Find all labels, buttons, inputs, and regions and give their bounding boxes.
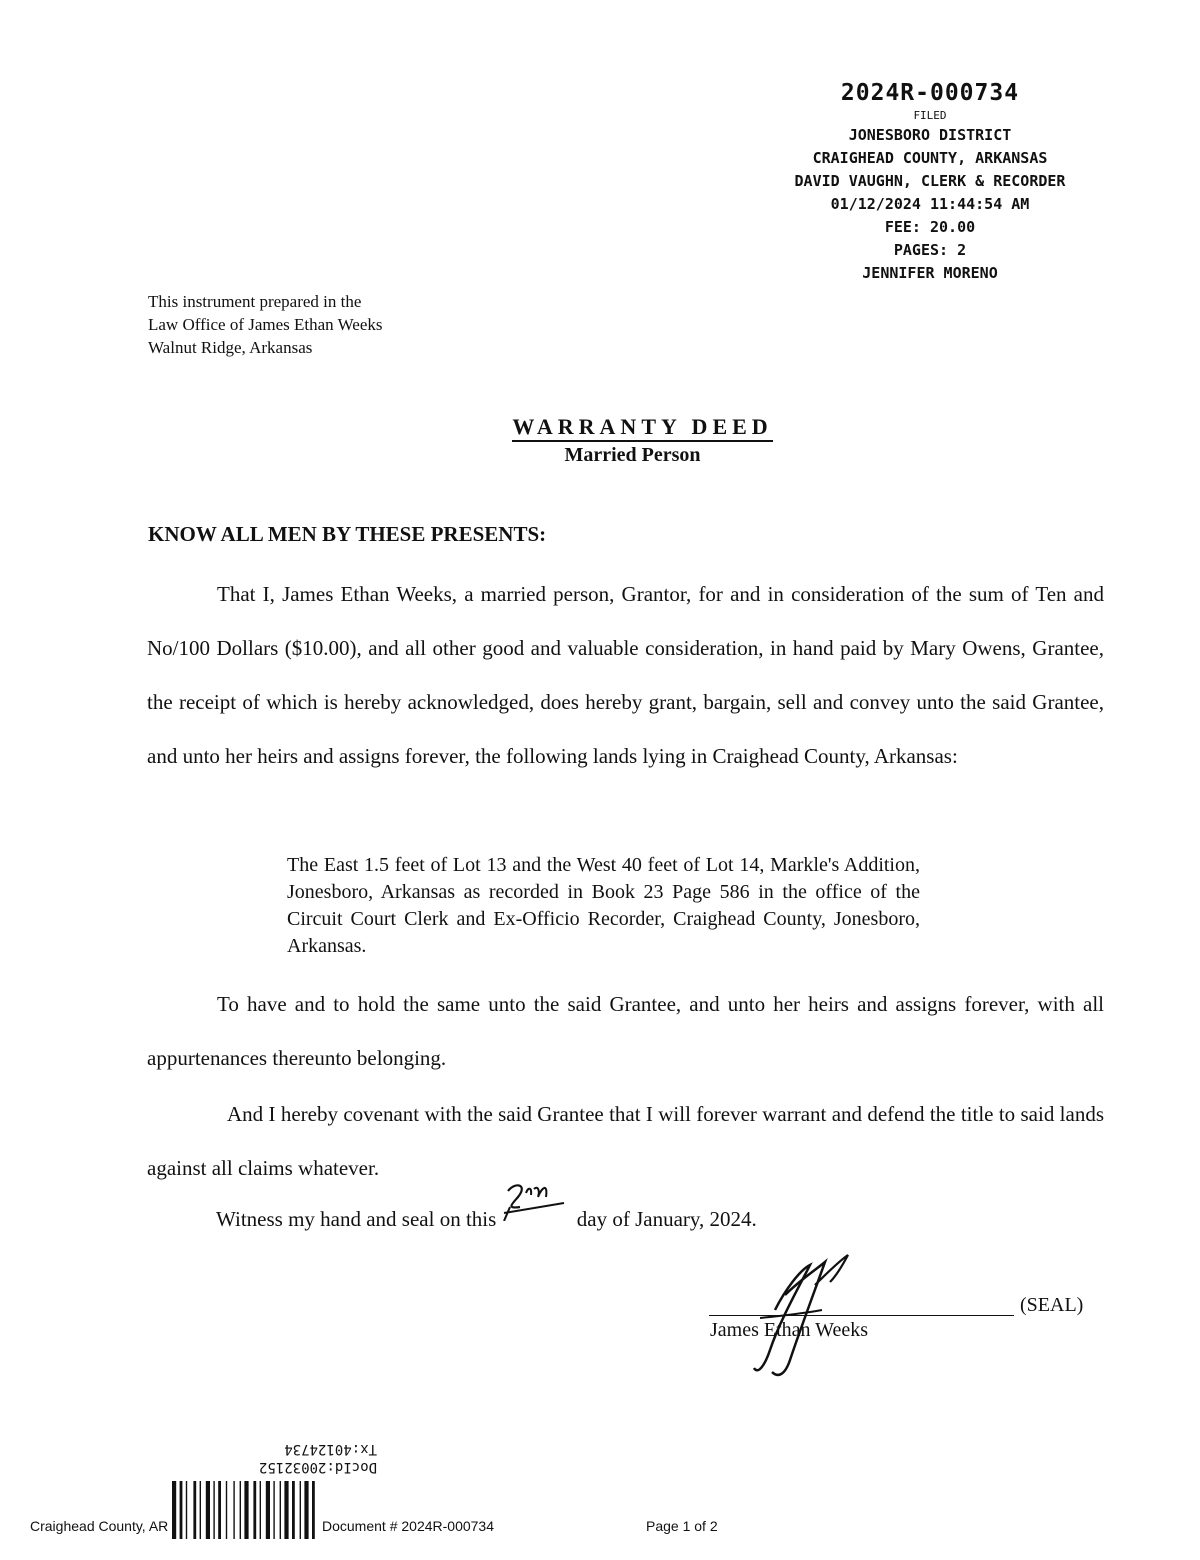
barcode-bar: [186, 1481, 187, 1539]
barcode-bar: [253, 1481, 256, 1539]
handwritten-day-icon: [498, 1177, 570, 1221]
recording-stamp: [760, 78, 1100, 285]
seal-label: (SEAL): [1020, 1294, 1084, 1316]
conveyance-paragraph: That I, James Ethan Weeks, a married person, Grantor, for and in consideration of the sum of Ten and No/100 Dollars ($10.00), and all other good and valuable consideration, in hand paid by Mary Owens, Grantee, the receipt of which is hereby acknowledged, does hereby grant, bargain, sell and convey unto the said Grantee, and unto her heirs and assigns forever, the following lands lying in Craighead County, Arkansas:: [147, 582, 1104, 768]
witness-line: [216, 1207, 757, 1232]
barcode-bar: [300, 1481, 301, 1539]
signature-line: [709, 1315, 1014, 1316]
prepared-line-1: This instrument prepared in the: [148, 292, 362, 311]
recording-number: 2024R-000734: [840, 80, 1020, 106]
barcode-bar: [218, 1481, 221, 1539]
filed-datetime: 01/12/2024 11:44:54 AM: [830, 195, 1030, 213]
barcode-bar: [284, 1481, 288, 1539]
legal-description: The East 1.5 feet of Lot 13 and the West 40 feet of Lot 14, Markle's Addition, Jonesboro, Arkansas as recorded in Book 23 Page 586 in the office of the Circuit Court Clerk and Ex-Officio Recorder, Craighead County, Jonesboro, Arkansas.: [287, 854, 920, 957]
prepared-by: [148, 290, 383, 359]
county: CRAIGHEAD COUNTY, ARKANSAS: [812, 149, 1048, 167]
barcode-bar: [280, 1481, 281, 1539]
document-subtitle: Married Person: [564, 444, 701, 466]
footer-document-number: Document # 2024R-000734: [322, 1518, 495, 1534]
doc-id: DocId:20032152: [258, 1459, 377, 1475]
barcode-bar: [206, 1481, 210, 1539]
pages: PAGES: 2: [893, 241, 967, 259]
barcode-bar: [172, 1481, 176, 1539]
barcode-bar: [260, 1481, 261, 1539]
signature-icon: [730, 1250, 870, 1385]
barcode-bar: [213, 1481, 214, 1539]
grantor-name: James Ethan Weeks: [710, 1319, 868, 1341]
title-text: WARRANTY DEED: [512, 414, 772, 442]
district: JONESBORO DISTRICT: [848, 126, 1012, 144]
barcode-bar: [180, 1481, 183, 1539]
tx-number: Tx:40124734: [284, 1441, 377, 1457]
barcode-bar: [266, 1481, 270, 1539]
filed-label: FILED: [913, 109, 947, 122]
witness-text-after: day of January, 2024.: [576, 1207, 757, 1231]
barcode-bar: [273, 1481, 274, 1539]
barcode-bar: [312, 1481, 315, 1539]
barcode-bar: [244, 1481, 248, 1539]
warranty-paragraph: And I hereby covenant with the said Grantee that I will forever warrant and defend the title to said lands against all claims whatever.: [147, 1102, 1104, 1180]
know-all-men-heading: KNOW ALL MEN BY THESE PRESENTS:: [148, 522, 547, 546]
footer-county: Craighead County, AR: [30, 1518, 169, 1534]
witness-text-before: Witness my hand and seal on this: [216, 1207, 497, 1231]
footer-page-number: Page 1 of 2: [646, 1518, 718, 1534]
barcode-bar: [304, 1481, 308, 1539]
witness-day: [502, 1207, 572, 1232]
habendum-paragraph: To have and to hold the same unto the said Grantee, and unto her heirs and assigns forever, with all appurtenances thereunto belonging.: [147, 992, 1104, 1070]
deputy-clerk: JENNIFER MORENO: [862, 264, 998, 282]
barcode-bar: [240, 1481, 241, 1539]
barcode-bar: [200, 1481, 201, 1539]
barcode-bar: [292, 1481, 295, 1539]
prepared-line-2: Law Office of James Ethan Weeks: [148, 315, 383, 334]
barcode-labels: [172, 1440, 377, 1476]
barcode-bar: [226, 1481, 227, 1539]
clerk: DAVID VAUGHN, CLERK & RECORDER: [794, 172, 1066, 190]
prepared-line-3: Walnut Ridge, Arkansas: [148, 338, 313, 357]
barcode-bar: [233, 1481, 234, 1539]
fee: FEE: 20.00: [884, 218, 976, 236]
document-title: [0, 414, 1200, 440]
barcode-bar: [193, 1481, 196, 1539]
